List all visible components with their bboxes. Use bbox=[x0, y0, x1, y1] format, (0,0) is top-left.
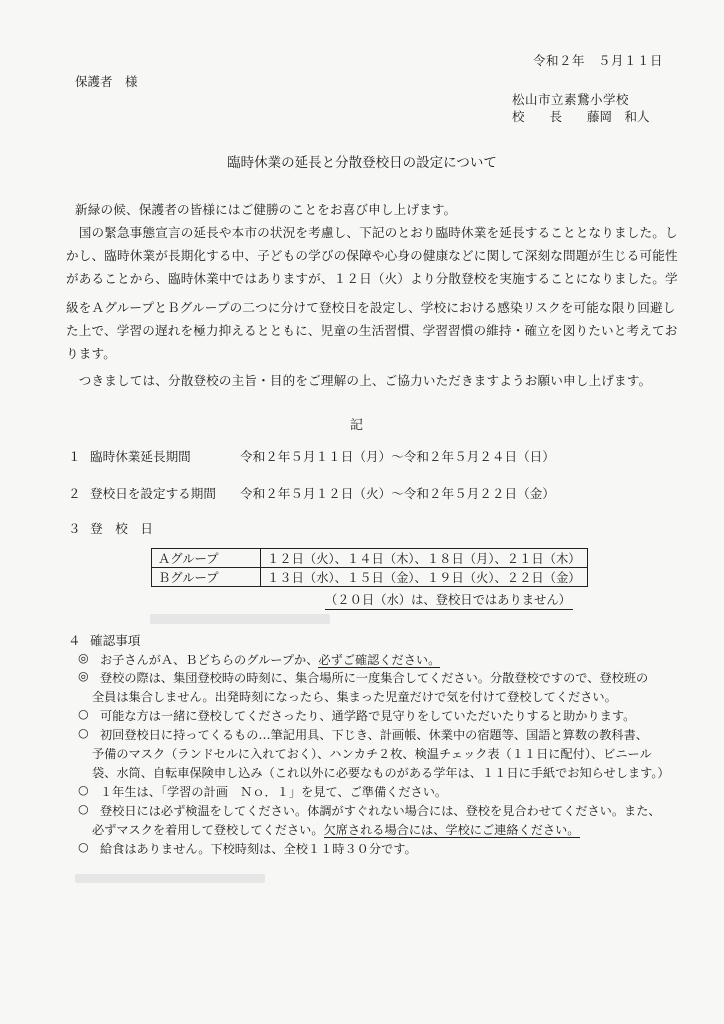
item-number: ２ bbox=[68, 486, 81, 501]
confirm-line: 可能な方は一緒に登校してくださったり、通学路で見守りをしていただいたりすると助かります。 bbox=[100, 709, 636, 723]
confirm-bullet: ○ bbox=[78, 726, 89, 740]
confirm-line: 登校の際は、集団登校時の時刻に、集合場所に一度集合してください。分散登校ですので、登校班の bbox=[100, 671, 649, 685]
confirm-bullet: ○ bbox=[78, 802, 89, 816]
dates-cell: １２日（火）、１４日（木）、１８日（月）、２１日（木） bbox=[261, 549, 588, 568]
confirm-line: 袋、水筒、自転車保険申し込み（これ以外に必要なものがある学年は、１１日に手紙でお知らせします。） bbox=[92, 766, 670, 780]
confirm-line bbox=[92, 821, 580, 838]
body-paragraph-line: があることから、臨時休業中ではありますが、１２日（火）より分散登校を実施することになりました。学 bbox=[66, 271, 678, 286]
document-title: 臨時休業の延長と分散登校日の設定について bbox=[227, 155, 497, 171]
dates-cell: １３日（水）、１５日（金）、１９日（火）、２２日（金） bbox=[261, 568, 588, 587]
confirm-line bbox=[100, 651, 440, 668]
item-value: 令和２年５月１２日（火）～令和２年５月２２日（金） bbox=[240, 486, 555, 501]
body-paragraph-line: 新緑の候、保護者の皆様にはご健勝のことをお喜び申し上げます。 bbox=[75, 202, 457, 217]
school-name: 松山市立素鵞小学校 bbox=[512, 92, 630, 107]
scan-smudge bbox=[150, 614, 330, 624]
body-paragraph-line: かし、臨時休業が長期化する中、子どもの学びの保障や心身の健康などに関して深刻な問題が生じる可能性 bbox=[66, 248, 678, 263]
recipient: 保護者 様 bbox=[75, 74, 138, 89]
item-label: 登 校 日 bbox=[90, 521, 153, 536]
confirm-line: 全員は集合しません。出発時刻になったら、集まった児童だけで気を付けて登校してください。 bbox=[92, 690, 617, 704]
confirm-line: 登校日には必ず検温をしてください。体調がすぐれない場合には、登校を見合わせてください。また、 bbox=[100, 804, 661, 818]
schedule-table bbox=[151, 548, 588, 587]
group-cell: Ｂグループ bbox=[152, 568, 261, 587]
item-value: 令和２年５月１１日（月）～令和２年５月２４日（日） bbox=[240, 449, 555, 464]
ki-heading: 記 bbox=[350, 418, 364, 433]
body-paragraph-line: た上で、学習の遅れを極力抑えるとともに、児童の生活習慣、学習習慣の維持・確立を図りたいと考えてお bbox=[66, 323, 678, 338]
schedule-note: （２０日（水）は、登校日ではありません） bbox=[325, 590, 573, 610]
item-number: １ bbox=[68, 449, 81, 464]
confirm-bullet: ○ bbox=[78, 707, 89, 721]
scan-smudge bbox=[75, 874, 265, 883]
item-number: ４ bbox=[68, 633, 81, 648]
confirm-line: １年生は、「学習の計画 Ｎｏ．１」を見て、ご準備ください。 bbox=[100, 785, 448, 799]
confirm-line: 給食はありません。下校時刻は、全校１１時３０分です。 bbox=[100, 842, 417, 856]
table-row bbox=[152, 568, 588, 587]
principal-name: 校 長 藤岡 和人 bbox=[512, 109, 650, 124]
confirm-bullet: ◎ bbox=[78, 651, 89, 665]
table-row bbox=[152, 549, 588, 568]
document-date: 令和２年 ５月１１日 bbox=[533, 53, 664, 68]
item-label: 登校日を設定する期間 bbox=[90, 486, 216, 501]
item-number: ３ bbox=[68, 521, 81, 536]
confirm-line: 初回登校日に持ってくるもの…筆記用具、下じき、計画帳、休業中の宿題等、国語と算数の教科書、 bbox=[100, 728, 648, 742]
item-label: 臨時休業延長期間 bbox=[90, 449, 191, 464]
confirm-text: 必ずマスクを着用して登校してください。 bbox=[92, 823, 324, 837]
body-paragraph-line: 国の緊急事態宣言の延長や本市の状況を考慮し、下記のとおり臨時休業を延長することとなりました。し bbox=[66, 225, 678, 240]
confirm-line: 予備のマスク（ランドセルに入れておく）、ハンカチ２枚、検温チェック表（１１日に配付）、ビニール bbox=[92, 747, 652, 761]
body-paragraph-line: 級をＡグループとＢグループの二つに分けて登校日を設定し、学校における感染リスクを可能な限り回避し bbox=[66, 300, 676, 315]
group-cell: Ａグループ bbox=[152, 549, 261, 568]
confirm-bullet: ○ bbox=[78, 783, 89, 797]
confirm-bullet: ○ bbox=[78, 840, 89, 854]
confirm-emphasis: 欠席される場合には、学校にご連絡ください。 bbox=[323, 823, 580, 837]
body-paragraph-line: つきましては、分散登校の主旨・目的をご理解の上、ご協力いただきますようお願い申し上げます。 bbox=[66, 373, 652, 388]
confirm-heading: 確認事項 bbox=[90, 633, 141, 648]
confirm-text: お子さんがＡ、Ｂどちらのグループか、 bbox=[100, 653, 319, 667]
confirm-bullet: ◎ bbox=[78, 669, 89, 683]
confirm-emphasis: 必ずご確認ください。 bbox=[318, 653, 441, 667]
body-paragraph-line: ります。 bbox=[66, 346, 116, 361]
